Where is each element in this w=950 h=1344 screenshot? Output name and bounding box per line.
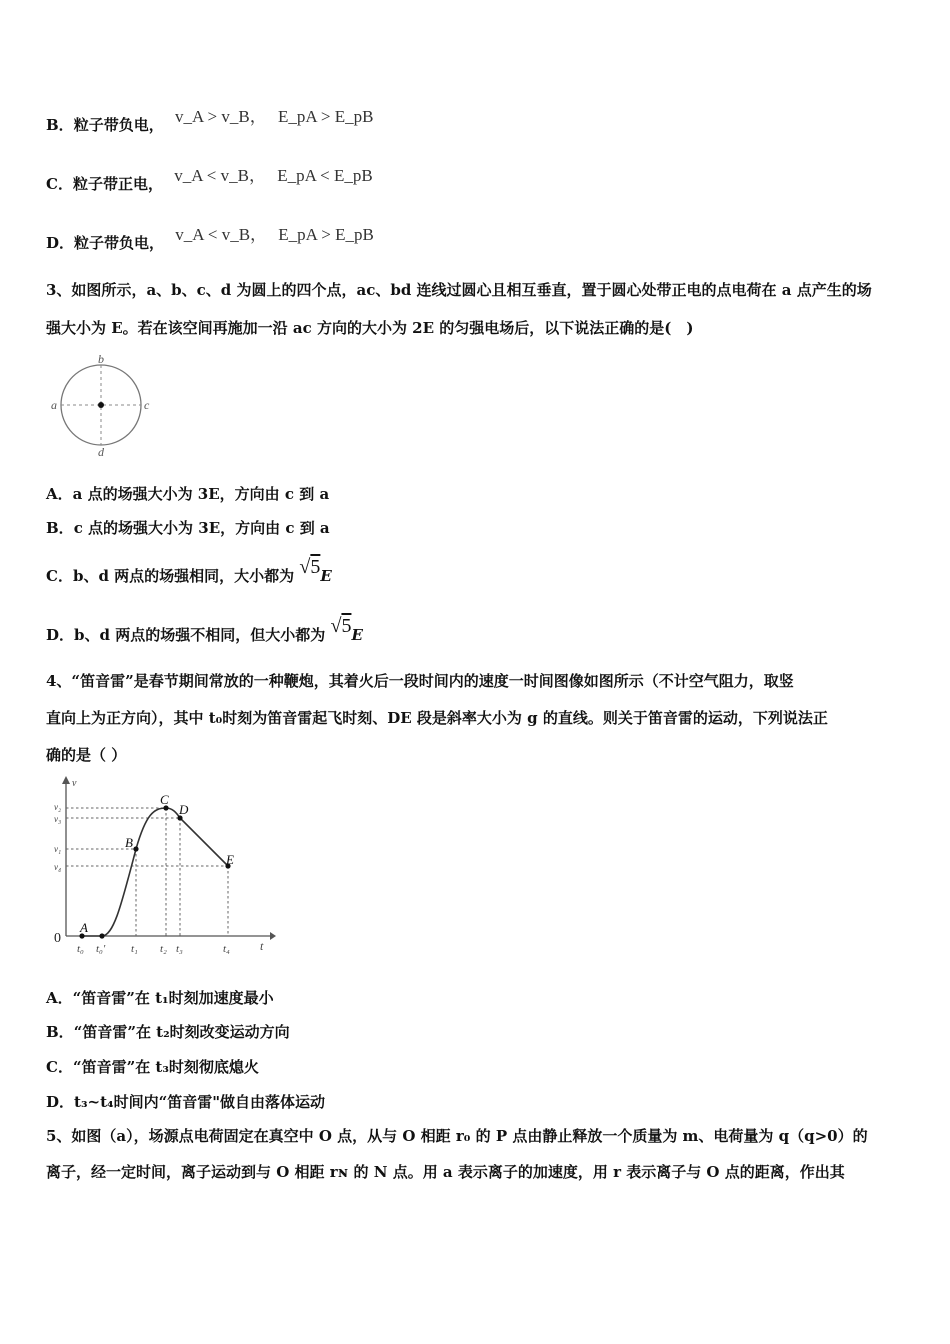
q4-stem-line1: 4、“笛音雷”是春节期间常放的一种鞭炮，其着火后一段时间内的速度一时间图像如图所示（不计空气阻力，取竖 xyxy=(46,672,794,690)
label-a: a xyxy=(51,398,57,412)
tick-t0: t₀ xyxy=(77,943,84,955)
center-charge xyxy=(98,402,104,408)
energy-relation: E_pA > E_pB xyxy=(278,225,374,244)
point-b-marker xyxy=(133,846,138,851)
q3-option-c xyxy=(46,556,332,586)
q4-option-c xyxy=(46,1057,259,1077)
option-letter: B． xyxy=(46,519,74,537)
v-axis-arrow xyxy=(62,776,70,784)
option-text: 粒子带负电， xyxy=(74,234,165,252)
q4-stem-line3: 确的是（ ） xyxy=(46,746,127,764)
option-text: “笛音雷”在 t₃时刻彻底熄火 xyxy=(72,1058,259,1076)
tick-t3: t₃ xyxy=(176,943,183,955)
q4-option-a xyxy=(46,988,274,1008)
tick-t0-prime: t₀' xyxy=(96,943,106,955)
option-text: b、d 两点的场强不相同，但大小都为 xyxy=(74,626,326,644)
option-letter: A． xyxy=(46,485,73,503)
q4-option-b xyxy=(46,1022,290,1042)
tick-v3: v₃ xyxy=(54,814,62,824)
point-e-label: E xyxy=(226,852,234,867)
point-b-label: B xyxy=(125,835,133,850)
tick-t2: t₂ xyxy=(160,943,167,955)
q3-stem-line1: 3、如图所示，a、b、c、d 为圆上的四个点，ac、bd 连线过圆心且相互垂直，置于圆心处带正电的点电荷在 a 点产生的场 xyxy=(46,281,872,299)
sqrt-symbol: √5 xyxy=(330,615,352,637)
q4-option-d xyxy=(46,1092,325,1112)
point-t0prime-marker xyxy=(99,933,104,938)
q4-stem-line2: 直向上为正方向），其中 t₀时刻为笛音雷起飞时刻、DE 段是斜率大小为 g 的直线。则关于笛音雷的运动，下列说法正 xyxy=(46,709,828,727)
option-letter: B． xyxy=(46,116,74,134)
tick-t1: t₁ xyxy=(131,943,138,955)
q3-option-b xyxy=(46,518,330,538)
option-letter: C． xyxy=(46,567,73,585)
option-c-prev xyxy=(46,166,373,194)
option-letter: D． xyxy=(46,626,75,644)
tick-v4: v₄ xyxy=(54,862,62,872)
option-text: 粒子带负电， xyxy=(73,116,164,134)
option-letter: B． xyxy=(46,1023,74,1041)
velocity-relation: v_A > v_B， xyxy=(174,107,267,126)
origin-label: 0 xyxy=(54,931,61,946)
point-c-label: C xyxy=(160,792,169,807)
energy-relation: E_pA < E_pB xyxy=(277,166,373,185)
q5-stem-line2: 离子，经一定时间，离子运动到与 O 相距 rɴ 的 N 点。用 a 表示离子的加速度，用 r 表示离子与 O 点的距离，作出其 xyxy=(46,1163,845,1181)
option-b-prev xyxy=(46,107,374,135)
tick-v2: v₂ xyxy=(54,802,62,812)
q3-circle-figure xyxy=(48,352,158,460)
option-tail: E xyxy=(320,567,332,585)
energy-relation: E_pA > E_pB xyxy=(277,107,374,126)
velocity-relation: v_A < v_B， xyxy=(175,225,268,244)
option-text: “笛音雷”在 t₁时刻加速度最小 xyxy=(72,989,274,1007)
point-d-label: D xyxy=(179,802,189,817)
tick-t4: t₄ xyxy=(223,943,230,955)
velocity-relation: v_A < v_B， xyxy=(174,166,266,185)
label-d: d xyxy=(98,445,104,459)
tick-v1: v₁ xyxy=(54,844,62,854)
v-axis-label: v xyxy=(72,778,77,789)
option-letter: D． xyxy=(46,234,75,252)
sqrt-symbol: √5 xyxy=(299,556,321,578)
radical-value: 5 xyxy=(341,615,352,637)
option-d-prev xyxy=(46,225,374,253)
option-text: c 点的场强大小为 3E，方向由 c 到 a xyxy=(73,519,330,537)
radical-value: 5 xyxy=(310,556,321,578)
option-letter: D． xyxy=(46,1093,75,1111)
q5-stem-line1: 5、如图（a），场源点电荷固定在真空中 O 点，从与 O 相距 r₀ 的 P 点由静止释放一个质量为 m、电荷量为 q（q>0）的 xyxy=(46,1127,868,1145)
option-text: t₃~t₄时间内“笛音雷"做自由落体运动 xyxy=(74,1093,326,1111)
option-text: b、d 两点的场强相同，大小都为 xyxy=(72,567,295,585)
t-axis-label: t xyxy=(260,939,264,953)
option-letter: C． xyxy=(46,1058,73,1076)
option-text: “笛音雷”在 t₂时刻改变运动方向 xyxy=(73,1023,290,1041)
option-text: a 点的场强大小为 3E，方向由 c 到 a xyxy=(72,485,330,503)
q4-vt-graph xyxy=(52,772,277,962)
option-text: 粒子带正电， xyxy=(72,175,163,193)
option-letter: A． xyxy=(46,989,73,1007)
guide-lines xyxy=(66,808,228,936)
label-c: c xyxy=(144,398,150,412)
q3-stem-line2: 强大小为 E。若在该空间再施加一沿 ac 方向的大小为 2E 的匀强电场后，以下说法正确的是( ) xyxy=(46,319,694,337)
label-b: b xyxy=(98,352,104,366)
q3-option-d xyxy=(46,615,363,645)
option-tail: E xyxy=(351,626,363,644)
point-a-label: A xyxy=(80,920,88,935)
t-axis-arrow xyxy=(270,932,276,940)
option-letter: C． xyxy=(46,175,73,193)
q3-option-a xyxy=(46,484,329,504)
velocity-curve xyxy=(82,808,228,936)
